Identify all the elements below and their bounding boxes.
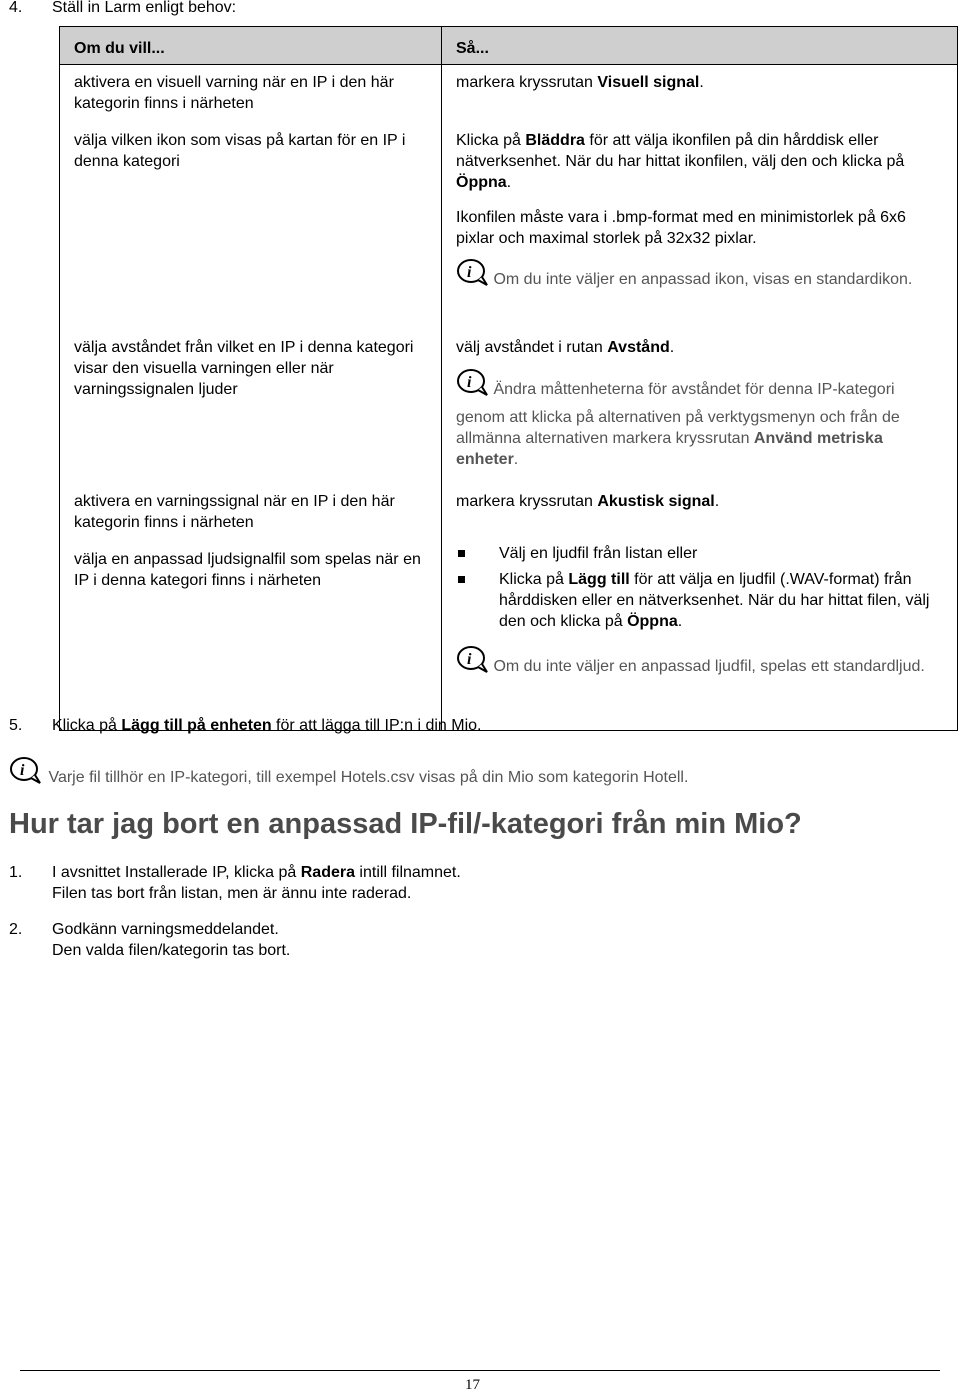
table-header-row [60, 27, 958, 65]
square-bullet [458, 576, 465, 583]
row-3-left: välja avståndet från vilket en IP i denna kategori visar den visuella varningen eller när varningssignalen ljuder [74, 339, 414, 398]
list-item-2-line1: Godkänn varningsmeddelandet. [52, 921, 279, 938]
row-3-note: i Ändra måttenheterna för avståndet för denna IP-kategori genom att klicka på alternativen på verktygsmenyn och från de allmänna alternativen markera kryssrutan Använd metriska enheter. [456, 368, 946, 459]
row-2-note: i Om du inte väljer en anpassad ikon, visas en standardikon. [456, 258, 946, 286]
row-2-left: välja vilken ikon som visas på kartan för en IP i denna kategori [74, 132, 406, 170]
bullet-item: Klicka på Lägg till för att välja en ljudfil (.WAV-format) från hårddisken eller en nätverksenhet. När du har hittat filen, välj den och klicka på Öppna. [456, 569, 946, 632]
svg-text:i: i [20, 762, 25, 779]
row-5-bullets [456, 543, 946, 632]
step-4-text: Ställ in Larm enligt behov: [52, 0, 237, 16]
info-note-icon [9, 756, 42, 784]
row-2-right-format: Ikonfilen måste vara i .bmp-format med en minimistorlek på 6x6 pixlar och maximal storlek på 32x32 pixlar. [456, 209, 906, 247]
row-1-right: markera kryssrutan Visuell signal. [456, 74, 704, 91]
settings-table [59, 26, 958, 731]
row-5-left: välja en anpassad ljudsignalfil som spelas när en IP i denna kategori finns i närheten [74, 551, 421, 589]
svg-text:i: i [467, 651, 472, 668]
list-item-1-line2: Filen tas bort från listan, men är ännu inte raderad. [52, 885, 412, 902]
table-right-column [442, 65, 958, 731]
page-number: 17 [465, 1377, 480, 1393]
list-item-1-number: 1. [9, 864, 23, 881]
row-1-left: aktivera en visuell varning när en IP i den här kategorin finns i närheten [74, 74, 394, 112]
table-header-left: Om du vill... [60, 27, 442, 65]
row-3-right: välj avståndet i rutan Avstånd. [456, 339, 675, 356]
list-item-2-line2: Den valda filen/kategorin tas bort. [52, 942, 291, 959]
svg-text:i: i [467, 374, 472, 391]
table-header-right: Så... [442, 27, 958, 65]
step-4-number: 4. [9, 0, 23, 16]
step-5-note: i Varje fil tillhör en IP-kategori, till exempel Hotels.csv visas på din Mio som kategorin Hotell. [9, 756, 949, 784]
section-heading: Hur tar jag bort en anpassad IP-fil/-kategori från min Mio? [9, 808, 802, 840]
table-body-row [60, 65, 958, 731]
bullet-item: Välj en ljudfil från listan eller [456, 543, 946, 564]
info-note-icon [456, 645, 489, 673]
info-note-icon [456, 368, 489, 396]
step-5-number: 5. [9, 717, 23, 734]
table-left-column [60, 65, 442, 731]
step-5-text: Klicka på Lägg till på enheten för att lägga till IP:n i din Mio. [52, 717, 482, 734]
row-5-note: i Om du inte väljer en anpassad ljudfil, spelas ett standardljud. [456, 645, 946, 673]
svg-text:i: i [467, 264, 472, 281]
row-4-left: aktivera en varningssignal när en IP i den här kategorin finns i närheten [74, 493, 395, 531]
row-4-right: markera kryssrutan Akustisk signal. [456, 493, 720, 510]
list-item-2-number: 2. [9, 921, 23, 938]
info-note-icon [456, 258, 489, 286]
footer-rule [20, 1370, 940, 1371]
square-bullet [458, 550, 465, 557]
row-2-right-browse: Klicka på Bläddra för att välja ikonfilen på din hårddisk eller nätverksenhet. När du har hittat ikonfilen, välj den och klicka på Öppna. [456, 132, 905, 191]
list-item-1-line1: I avsnittet Installerade IP, klicka på Radera intill filnamnet. [52, 864, 461, 881]
